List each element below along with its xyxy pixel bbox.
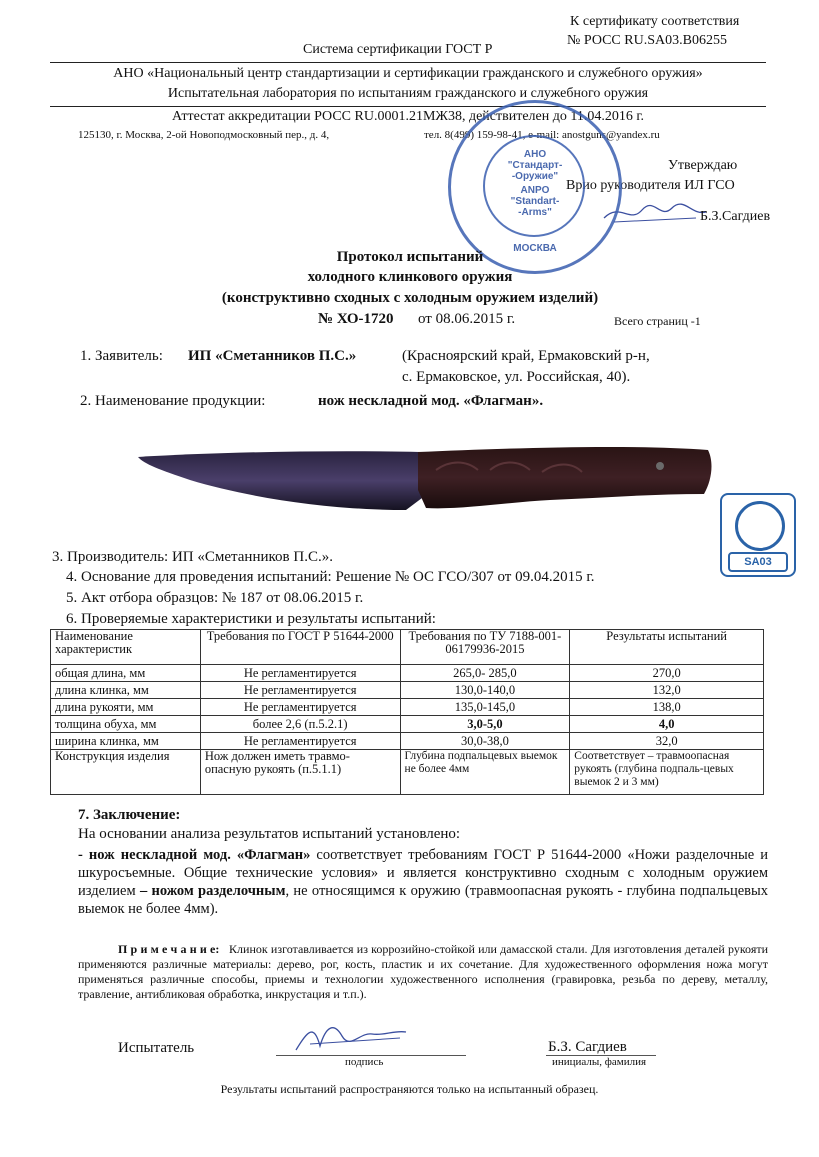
lab-address: 125130, г. Москва, 2-ой Новоподмосковный пер., д. 4, bbox=[78, 129, 330, 141]
conclusion-product: - нож нескладной мод. «Флагман» bbox=[78, 847, 311, 863]
table-header-cell: Требования по ТУ 7188-001-06179936-2015 bbox=[400, 630, 570, 665]
table-header-cell: Результаты испытаний bbox=[570, 630, 764, 665]
conclusion-heading: 7. Заключение: bbox=[78, 807, 181, 823]
results-table bbox=[50, 629, 764, 795]
manufacturer: 3. Производитель: ИП «Сметанников П.С.». bbox=[52, 549, 333, 565]
approver-name: Б.З.Сагдиев bbox=[700, 209, 771, 224]
title-line2: холодного клинкового оружия bbox=[307, 269, 513, 285]
accreditation: Аттестат аккредитации РОСС RU.0001.21МЖ38, действителен до 11.04.2016 г. bbox=[171, 109, 645, 124]
table-cell: более 2,6 (п.5.2.1) bbox=[200, 716, 400, 733]
table-cell: Глубина подпальцевых выемок не более 4мм bbox=[400, 750, 570, 795]
lab-contacts: тел. 8(499) 159-98-41, e-mail: anostguns@yandex.ru bbox=[424, 129, 660, 141]
stamp-text-6: -Arms" bbox=[518, 207, 552, 218]
table-cell: 135,0-145,0 bbox=[400, 699, 570, 716]
table-row bbox=[51, 665, 764, 682]
table-cell: общая длина, мм bbox=[51, 665, 201, 682]
applicant-address-1: (Красноярский край, Ермаковский р-н, bbox=[402, 348, 650, 364]
header-divider-2 bbox=[50, 106, 766, 107]
stamp-text-3: -Оружие" bbox=[511, 171, 559, 182]
table-cell: 130,0-140,0 bbox=[400, 682, 570, 699]
table-cell: 132,0 bbox=[570, 682, 764, 699]
conclusion-body-2: , не относящимся к оружию (травмоопасная рукоять - глубина подпальцевых выемок не более 4мм). bbox=[78, 883, 768, 917]
stamp-city: МОСКВА bbox=[513, 243, 557, 254]
table-cell: Нож должен иметь травмо-опасную рукоять (п.5.1.1) bbox=[200, 750, 400, 795]
product-label: 2. Наименование продукции: bbox=[80, 393, 266, 409]
table-row bbox=[51, 733, 764, 750]
table-cell: Конструкция изделия bbox=[51, 750, 201, 795]
protocol-number: № ХО-1720 bbox=[318, 311, 394, 327]
note-label: П р и м е ч а н и е: bbox=[118, 942, 220, 956]
table-cell: длина рукояти, мм bbox=[51, 699, 201, 716]
table-cell: Соответствует – травмоопасная рукоять (глубина подпаль-цевых выемок 2 и 3 мм) bbox=[570, 750, 764, 795]
applicant-name: ИП «Сметанников П.С.» bbox=[188, 348, 357, 364]
protocol-date: от 08.06.2015 г. bbox=[418, 311, 516, 327]
table-header-row bbox=[51, 630, 764, 665]
certificate-reference-line2: № РОСС RU.SA03.B06255 bbox=[567, 33, 727, 48]
title-line3: (конструктивно сходных с холодным оружием изделий) bbox=[221, 290, 599, 306]
table-row bbox=[51, 750, 764, 795]
conclusion-body-1: соответствует требованиям ГОСТ Р 51644-2000 «Ножи разделочные и шкуросъемные. Общие технические условия» и является конструктивно сходным с холодным оружием изделием bbox=[78, 847, 768, 899]
note-text: Клинок изготавливается из коррозийно-стойкой или дамасской стали. Для изготовления деталей рукояти применяются различные материалы: дерево, рог, кость, пластик и их сочетание. Для художественного оформления ножа могут применяться различные способы, приемы и технологии художественного исполнения (гравировка, резьба по дереву, металлу, травление, антибликовая обработка, инкрустация и т.п.). bbox=[78, 942, 769, 1001]
table-cell: 3,0-5,0 bbox=[400, 716, 570, 733]
table-row bbox=[51, 716, 764, 733]
certificate-reference-line1: К сертификату соответствия bbox=[570, 14, 740, 29]
table-cell: ширина клинка, мм bbox=[51, 733, 201, 750]
table-cell: 30,0-38,0 bbox=[400, 733, 570, 750]
header-divider-1 bbox=[50, 62, 766, 63]
table-cell: 4,0 bbox=[570, 716, 764, 733]
certification-system: Система сертификации ГОСТ Р bbox=[303, 42, 493, 57]
table-cell: 270,0 bbox=[570, 665, 764, 682]
checked-characteristics-heading: 6. Проверяемые характеристики и результаты испытаний: bbox=[66, 611, 436, 627]
laboratory-name: Испытательная лаборатория по испытаниям гражданского и служебного оружия bbox=[167, 86, 649, 101]
footer-note: Результаты испытаний распространяются только на испытанный образец. bbox=[220, 1082, 599, 1096]
knife-photo bbox=[130, 440, 720, 524]
rst-code: SA03 bbox=[728, 552, 788, 572]
approver-position: Врио руководителя ИЛ ГСО bbox=[566, 178, 735, 193]
sampling-act: 5. Акт отбора образцов: № 187 от 08.06.2015 г. bbox=[66, 590, 364, 606]
table-cell: 32,0 bbox=[570, 733, 764, 750]
table-header-cell: Наименование характеристик bbox=[51, 630, 201, 665]
tester-signature bbox=[290, 1016, 410, 1056]
table-cell: Не регламентируется bbox=[200, 665, 400, 682]
table-cell: Не регламентируется bbox=[200, 733, 400, 750]
note-block bbox=[78, 942, 768, 1002]
table-cell: Не регламентируется bbox=[200, 699, 400, 716]
signature-caption: подпись bbox=[345, 1056, 384, 1068]
table-row bbox=[51, 682, 764, 699]
applicant-address-2: с. Ермаковское, ул. Российская, 40). bbox=[402, 369, 631, 385]
conclusion-classification: – ножом разделочным bbox=[139, 883, 286, 899]
stamp-text-5: "Standart- bbox=[510, 196, 560, 207]
table-cell: Не регламентируется bbox=[200, 682, 400, 699]
product-name: нож нескладной мод. «Флагман». bbox=[318, 393, 544, 409]
table-row bbox=[51, 699, 764, 716]
rst-certification-mark bbox=[720, 493, 796, 577]
stamp-text-2: "Стандарт- bbox=[507, 160, 563, 171]
table-header-cell: Требования по ГОСТ Р 51644-2000 bbox=[200, 630, 400, 665]
stamp-text-1: АНО bbox=[523, 149, 547, 160]
table-cell: толщина обуха, мм bbox=[51, 716, 201, 733]
table-cell: 265,0- 285,0 bbox=[400, 665, 570, 682]
applicant-label: 1. Заявитель: bbox=[80, 348, 163, 364]
tester-name: Б.З. Сагдиев bbox=[548, 1039, 627, 1055]
conclusion-intro: На основании анализа результатов испытаний установлено: bbox=[78, 826, 461, 842]
title-line1: Протокол испытаний bbox=[336, 249, 484, 265]
organization-stamp bbox=[448, 100, 622, 274]
approval-label: Утверждаю bbox=[668, 158, 738, 173]
table-cell: длина клинка, мм bbox=[51, 682, 201, 699]
stamp-text-4: ANPO bbox=[520, 185, 550, 196]
name-caption: инициалы, фамилия bbox=[552, 1056, 647, 1068]
tester-role: Испытатель bbox=[118, 1040, 195, 1056]
table-cell: 138,0 bbox=[570, 699, 764, 716]
rst-circle-icon bbox=[735, 501, 785, 551]
total-pages: Всего страниц -1 bbox=[614, 314, 701, 328]
test-basis: 4. Основание для проведения испытаний: Решение № ОС ГСО/307 от 09.04.2015 г. bbox=[66, 569, 595, 585]
conclusion-text bbox=[78, 846, 768, 918]
organization-name: АНО «Национальный центр стандартизации и сертификации гражданского и служебного оружия» bbox=[113, 66, 703, 81]
